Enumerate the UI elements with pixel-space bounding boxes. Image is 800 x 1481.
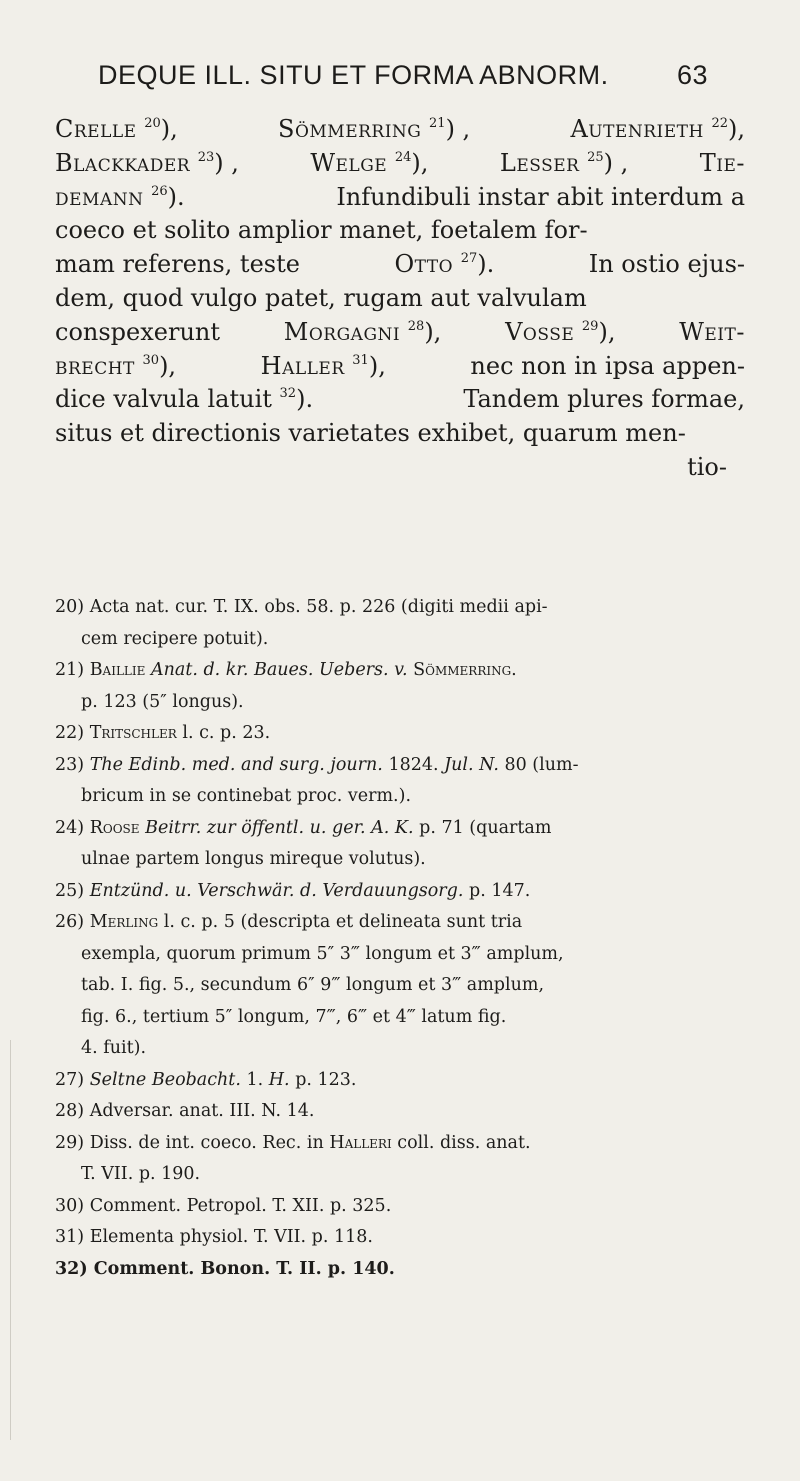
footnote: 22) Tritschler l. c. p. 23. [55,723,271,743]
author-name: Tie- [699,148,745,177]
footnote: 24) Roose Beitrr. zur öffentl. u. ger. A. K. p. 71 (quartam [55,817,552,838]
footnote-ref: 24 [394,149,412,165]
author-name: Morgagni [283,317,401,346]
footnote-ref: 23 [197,149,215,165]
footnote-continuation: 4. fuit). [81,1038,147,1058]
footnote-continuation: fig. 6., tertium 5″ longum, 7‴, 6‴ et 4‴ latum fig. [81,1006,507,1027]
footnote: 26) Merling l. c. p. 5 (descripta et delineata sunt tria [55,912,523,932]
footnote-ref: 20 [144,116,161,131]
running-head-title: DEQUE ILL. SITU ET FORMA ABNORM. [98,60,609,90]
author-name: Welge [310,148,388,177]
text-line: Blackkader $^{23}$) , Welge $^{24}$), Lesser $^{25}$) , Tie- [55,147,745,181]
footnote: 20) Acta nat. cur. T. IX. obs. 58. p. 226 (digiti medii api- [55,597,548,617]
footnote: 21) Baillie Anat. d. kr. Baues. Uebers. v. Sömmerring. [55,660,517,680]
running-head [98,60,708,91]
footnote-ref: 31 [352,352,369,368]
text-line: situs et directionis varietates exhibet, quarum men- [55,419,686,448]
footnote-ref: 29 [581,318,599,334]
footnote-ref: 25 [587,149,604,165]
author-name: brecht [55,351,135,380]
footnote-continuation: exempla, quorum primum 5″ 3‴ longum et 3‴ amplum, [81,943,564,964]
footnote: 30) Comment. Petropol. T. XII. p. 325. [55,1195,392,1216]
footnote-continuation: T. VII. p. 190. [81,1164,201,1184]
text-line: conspexerunt Morgagni $^{28}$), Vosse $^{29}$), Weit- [55,316,745,350]
footnote-ref: 21 [429,116,446,131]
footnotes [55,592,745,1285]
footnote-continuation: cem recipere potuit). [81,628,269,649]
author-name: demann [55,182,144,211]
footnote-ref: 26 [151,183,168,199]
author-name: Sömmerring [278,115,422,143]
footnote-ref: 28 [407,318,425,334]
footnote: 27) Seltne Beobacht. 1. H. p. 123. [55,1069,357,1090]
footnote-ref: 32 [279,386,297,402]
author-name: Lesser [499,148,580,177]
text-line: demann $^{26}$). Infundibuli instar abit interdum a [55,182,745,211]
author-name: Autenrieth [570,115,704,143]
author-name: Crelle [55,115,137,143]
footnote-continuation: p. 123 (5″ longus). [81,691,244,712]
author-name: Otto [394,250,454,279]
author-name: Blackkader [55,148,191,177]
page-edge-shadow [10,1040,11,1440]
footnote: 31) Elementa physiol. T. VII. p. 118. [55,1227,373,1247]
text-line: dice valvula latuit $^{32}$). Tandem plures formae, [55,385,745,414]
footnote-ref: 22 [711,116,728,131]
text-line: coeco et solito amplior manet, foetalem for- [55,216,588,245]
footnote-continuation: tab. I. fig. 5., secundum 6″ 9‴ longum et 3‴ amplum, [81,975,545,995]
footnote: 25) Entzünd. u. Verschwär. d. Verdauungsorg. p. 147. [55,880,531,901]
catchword: tio- [687,452,727,481]
footnote: 29) Diss. de int. coeco. Rec. in Halleri coll. diss. anat. [55,1132,531,1153]
footnote: 28) Adversar. anat. III. N. 14. [55,1101,315,1121]
text-line: dem, quod vulgo patet, rugam aut valvulam [55,283,587,312]
text-line: mam referens, teste Otto $^{27}$). In ostio ejus- [55,250,745,279]
footnote-ref: 27 [460,251,478,267]
main-text [55,113,745,485]
page-number: 63 [676,60,708,90]
text-line: Crelle $^{20}$), Sömmerring $^{21}$) , Autenrieth $^{22}$), [55,115,745,143]
author-name: Vosse [505,317,575,346]
author-name: Weit- [679,317,745,346]
footnote-continuation: bricum in se continebat proc. verm.). [81,786,412,806]
footnote-continuation: ulnae partem longus mireque volutus). [81,849,426,869]
footnote: 23) The Edinb. med. and surg. journ. 1824. Jul. N. 80 (lum- [55,754,579,775]
footnote-ref: 30 [142,352,160,368]
author-name: Haller [260,351,345,380]
text-line: brecht $^{30}$), Haller $^{31}$), nec non in ipsa appen- [55,351,745,380]
footnote: 32) Comment. Bonon. T. II. p. 140. [55,1258,395,1279]
